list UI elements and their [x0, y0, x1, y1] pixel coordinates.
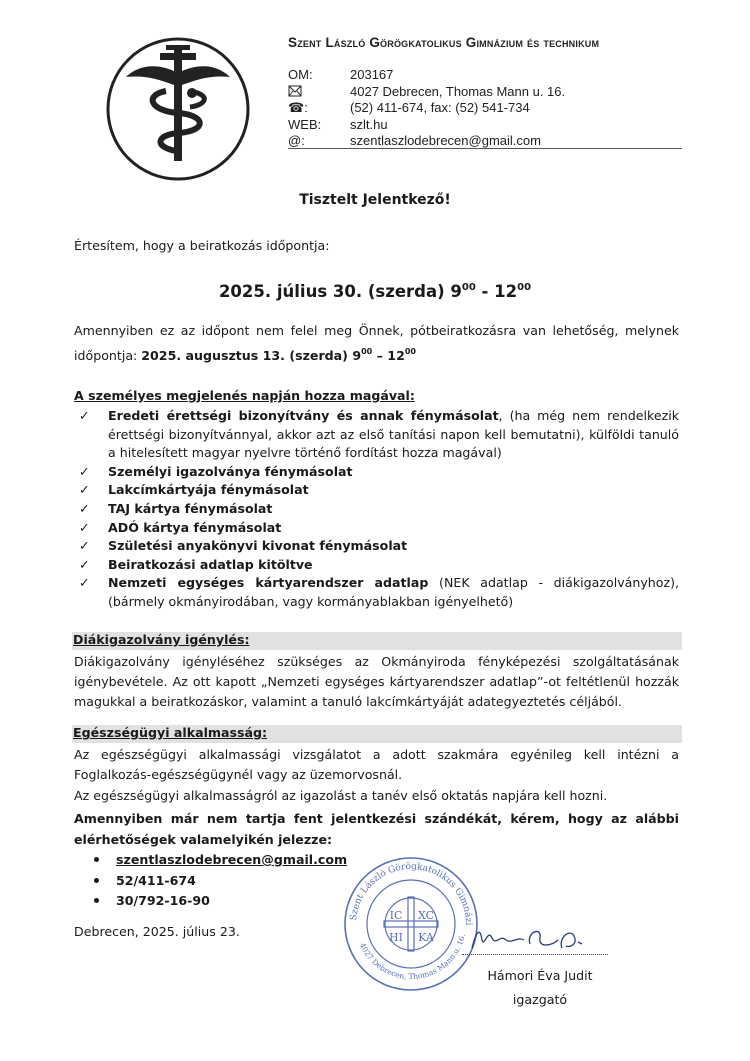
health-text-2: Az egészségügyi alkalmasságról az igazolást a tanév első oktatás napjára kell hozni.: [74, 788, 608, 803]
contact-value: szlt.hu: [350, 116, 388, 132]
list-item: ✓ Eredeti érettségi bizonyítvány és annak fénymásolat, (ha még nem rendelkezik érettségi bizonyítvánnyal, akkor azt az első tanítási napon kell bemutatni), külföldi tanuló a hitelesített magyar nyelvre történő fordítást hozza magával): [79, 408, 679, 461]
list-item: ✓ ADÓ kártya fénymásolat: [74, 519, 679, 538]
check-icon: ✓: [79, 482, 90, 498]
envelope-icon: [288, 84, 350, 101]
intro-text: Értesítem, hogy a beiratkozás időpontja:: [74, 238, 330, 253]
list-item: ✓ Születési anyakönyvi kivonat fénymásolat: [74, 537, 679, 556]
list-item: 30/792-16-90: [74, 891, 347, 912]
list-item: ✓ TAJ kártya fénymásolat: [74, 500, 679, 519]
bring-list: [74, 407, 679, 612]
health-heading: Egészségügyi alkalmasság:: [72, 725, 682, 743]
header-divider: [288, 148, 682, 149]
stamp-ring-text: Szent László Görögkatolikus Gimnázi: [349, 861, 474, 926]
alt-date: 2025. augusztus 13. (szerda) $9^{00} - 12^{00}$: [141, 347, 416, 363]
check-icon: ✓: [79, 463, 90, 479]
contact-request-list: [74, 850, 347, 912]
contact-value: (52) 411-674, fax: (52) 541-734: [350, 100, 530, 116]
list-item: ✓ Nemzeti egységes kártyarendszer adatlap (NEK adatlap - diákigazolványhoz), (bármely okmányirodában, vagy kormányablakban igényelhető): [79, 575, 680, 609]
contact-value: szentlaszlodebrecen@gmail.com: [350, 133, 541, 149]
check-icon: ✓: [79, 408, 90, 423]
contact-value: 203167: [350, 67, 394, 82]
list-item: ✓ Lakcímkártyája fénymásolat: [74, 481, 679, 500]
telephone-icon: ☎: [288, 100, 305, 116]
contact-request-text: Amennyiben már nem tartja fent jelentkezési szándékát, kérem, hogy az alábbi elérhetőségek valamelyikén jelezze:: [74, 811, 679, 847]
signature-line: [462, 954, 608, 955]
student-id-text: Diákigazolvány igényléséhez szükséges az Okmányiroda fényképezési szolgáltatásának igénybevétele. Az ott kapott „Nemzeti egységes kártyarendszer adatlap”-ot feltétlenül hozzák magukkal a beiratkozáskor, valamint a tanuló lakcímkártyáját adategyeztetés céljából.: [74, 654, 679, 709]
health-text-1: Az egészségügyi alkalmassági vizsgálatot a adott szakmára egyénileg kell intézni a Foglalkozás-egészségügynél vagy az üzemorvosnál.: [74, 747, 679, 782]
contact-label: :: [304, 100, 308, 116]
enrollment-date: 2025. július 30. (szerda) $9^{00} - 12^{00}$: [218, 282, 532, 301]
check-icon: ✓: [79, 575, 90, 591]
official-stamp: [342, 855, 480, 993]
bullet-icon: [94, 857, 99, 862]
stamp-address-text: 4027 Debrecen, Thomas Mann u. 16.: [357, 933, 467, 982]
contact-address: [288, 84, 565, 101]
signer-block: [470, 964, 610, 1012]
alt-date-paragraph: Amennyiben ez az időpont nem felel meg Önnek, pótbeiratkozásra van lehetőség, melynek időpontja: 2025. augusztus 13. (szerda) $9^{00} - 12^{00}$: [74, 323, 679, 363]
check-icon: ✓: [79, 538, 90, 554]
bullet-icon: [94, 898, 99, 903]
check-icon: ✓: [79, 500, 90, 516]
place-date: Debrecen, 2025. július 23.: [74, 924, 240, 939]
stamp-hi: HI: [389, 931, 403, 944]
check-icon: ✓: [79, 519, 90, 535]
contact-value: 4027 Debrecen, Thomas Mann u. 16.: [350, 83, 566, 99]
list-item: [74, 850, 347, 871]
contact-web: [288, 117, 565, 134]
greeting: Tisztelt Jelentkező!: [299, 192, 451, 208]
stamp-ic: IC: [389, 909, 403, 922]
signer-name: Hámori Éva Judit: [487, 968, 593, 983]
signature: [466, 918, 586, 956]
contact-om: [288, 67, 565, 84]
contact-label: @:: [288, 133, 305, 149]
contact-block: [288, 67, 565, 150]
list-item: ✓ Beiratkozási adatlap kitöltve: [74, 556, 679, 575]
student-id-heading: Diákigazolvány igénylés:: [72, 632, 682, 650]
email-link[interactable]: szentlaszlodebrecen@gmail.com: [116, 852, 348, 867]
school-logo: [104, 35, 252, 183]
stamp-ka: KA: [418, 931, 434, 944]
bullet-icon: [94, 878, 99, 883]
contact-phone: [288, 100, 565, 117]
list-item: ✓ Személyi igazolványa fénymásolat: [74, 463, 679, 482]
list-item: 52/411-674: [74, 871, 347, 892]
contact-label: WEB:: [288, 116, 322, 132]
school-name: Szent László Görögkatolikus Gimnázium és technikum: [288, 35, 600, 50]
stamp-xc: XC: [417, 909, 435, 922]
contact-label: OM:: [288, 67, 313, 82]
check-icon: ✓: [79, 556, 90, 572]
signer-title: igazgató: [512, 992, 568, 1007]
bring-heading: A személyes megjelenés napján hozza magával:: [74, 388, 415, 403]
